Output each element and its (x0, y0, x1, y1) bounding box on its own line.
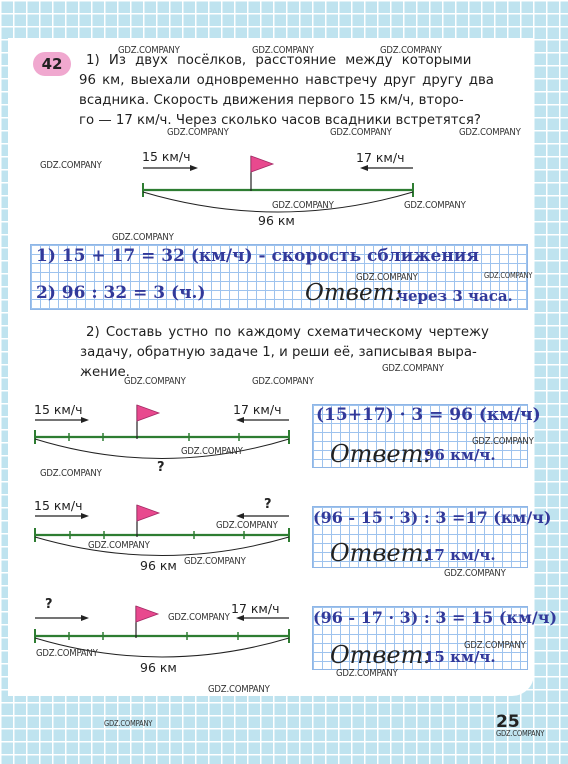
watermark: GDZ.COMPANY (252, 45, 314, 56)
watermark: GDZ.COMPANY (181, 446, 243, 457)
watermark: GDZ.COMPANY (272, 200, 334, 211)
answer-word-b: Ответ: (330, 539, 432, 567)
task2-text-line: жение. (80, 365, 130, 380)
watermark: GDZ.COMPANY (118, 45, 180, 56)
diagram2c-speed-left: ? (45, 597, 53, 612)
watermark: GDZ.COMPANY (336, 668, 398, 679)
watermark: GDZ.COMPANY (496, 729, 545, 738)
watermark: GDZ.COMPANY (208, 684, 270, 695)
task-number-badge: 42 (33, 52, 71, 76)
watermark: GDZ.COMPANY (40, 160, 102, 171)
diagram2b-speed-right: ? (264, 497, 272, 512)
watermark: GDZ.COMPANY (464, 640, 526, 651)
watermark: GDZ.COMPANY (380, 45, 442, 56)
solution-line-1: 1) 15 + 17 = 32 (км/ч) - скорость сближения (36, 246, 479, 266)
task2-text-line: задачу, обратную задаче 1, и реши её, записывая выра- (80, 345, 477, 360)
diagram1-speed-right: 17 км/ч (356, 150, 405, 165)
diagram2c-distance: 96 км (140, 660, 177, 675)
watermark: GDZ.COMPANY (330, 127, 392, 138)
watermark: GDZ.COMPANY (444, 568, 506, 579)
watermark: GDZ.COMPANY (184, 556, 246, 567)
answer-c: 15 км/ч. (424, 648, 496, 666)
watermark: GDZ.COMPANY (124, 376, 186, 387)
task-text-line: всадника. Скорость движения первого 15 км/ч, второ- (79, 93, 464, 108)
watermark: GDZ.COMPANY (356, 272, 418, 283)
task-text-line: 1) Из двух посёлков, расстояние между которыми (86, 53, 472, 68)
expression-c: (96 - 17 · 3) : 3 = 15 (км/ч) (313, 608, 558, 627)
page-number: 25 (496, 712, 520, 732)
diagram1-distance: 96 км (258, 213, 295, 228)
answer-a: 96 км/ч. (424, 446, 496, 464)
answer-b: 17 км/ч. (424, 546, 496, 564)
watermark: GDZ.COMPANY (104, 719, 153, 728)
watermark: GDZ.COMPANY (382, 363, 444, 374)
answer-word: Ответ: (305, 280, 403, 306)
expression-a: (15+17) · 3 = 96 (км/ч) (316, 405, 541, 425)
watermark: GDZ.COMPANY (484, 271, 533, 280)
diagram2c-speed-right: 17 км/ч (231, 601, 280, 616)
diagram2a-speed-right: 17 км/ч (233, 402, 282, 417)
watermark: GDZ.COMPANY (112, 232, 174, 243)
answer-word-c: Ответ: (330, 641, 432, 669)
task2-text-line: 2) Составь устно по каждому схематическому чертежу (86, 325, 489, 340)
solution-line-2: 2) 96 : 32 = 3 (ч.) (36, 283, 206, 303)
watermark: GDZ.COMPANY (40, 468, 102, 479)
task-text-line: го — 17 км/ч. Через сколько часов всадники встретятся? (79, 113, 481, 128)
diagram2a-distance: ? (157, 460, 165, 475)
answer-text: через 3 часа. (397, 287, 513, 305)
watermark: GDZ.COMPANY (404, 200, 466, 211)
expression-b: (96 - 15 · 3) : 3 =17 (км/ч) (313, 508, 552, 527)
diagram2b-distance: 96 км (140, 558, 177, 573)
watermark: GDZ.COMPANY (167, 127, 229, 138)
watermark: GDZ.COMPANY (168, 612, 230, 623)
watermark: GDZ.COMPANY (252, 376, 314, 387)
diagram1-speed-left: 15 км/ч (142, 149, 191, 164)
watermark: GDZ.COMPANY (459, 127, 521, 138)
task-text-line: 96 км, выехали одновременно навстречу друг другу два (79, 73, 494, 88)
answer-word-a: Ответ: (330, 440, 432, 468)
diagram2b-speed-left: 15 км/ч (34, 498, 83, 513)
diagram2a-speed-left: 15 км/ч (34, 402, 83, 417)
watermark: GDZ.COMPANY (88, 540, 150, 551)
watermark: GDZ.COMPANY (216, 520, 278, 531)
watermark: GDZ.COMPANY (472, 436, 534, 447)
watermark: GDZ.COMPANY (36, 648, 98, 659)
